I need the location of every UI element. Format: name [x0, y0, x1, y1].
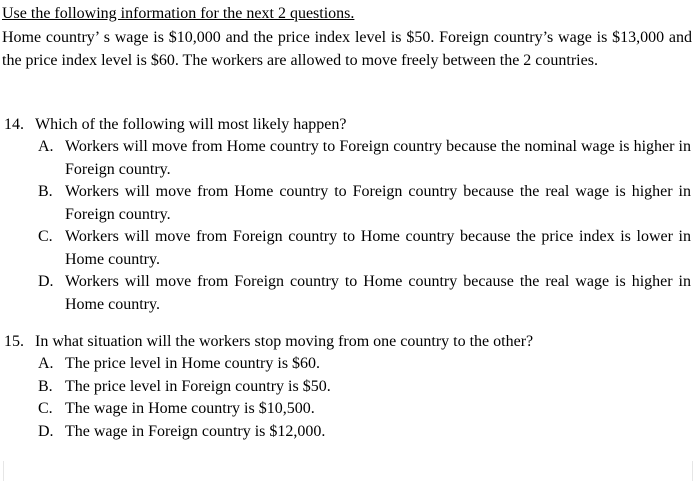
option-letter: C. [38, 228, 53, 245]
question-14 [0, 114, 700, 316]
answer-option-b[interactable] [0, 376, 700, 399]
option-text: The price level in Foreign country is $50. [65, 377, 331, 395]
question-15 [0, 331, 700, 443]
question-number: 15. [4, 333, 24, 350]
answer-option-c[interactable] [0, 398, 700, 421]
page-edge-mark [692, 461, 693, 481]
intro-paragraph: Home country’ s wage is $10,000 and the price index level is $50. Foreign country’s wage is $13,000 and the price index level is $60. The workers are allowed to move freely between the 2 countries. [2, 29, 692, 69]
option-letter: C. [38, 400, 53, 417]
option-text: Workers will move from Foreign country to Home country because the price index is lower in Home country. [65, 228, 691, 268]
option-letter: A. [38, 355, 54, 372]
option-text: The price level in Home country is $60. [65, 355, 321, 372]
question-stem [0, 114, 700, 136]
answer-option-d[interactable] [0, 271, 700, 316]
intro-heading: Use the following information for the next 2 questions. [2, 5, 355, 22]
question-number: 14. [4, 116, 24, 133]
page-edge-mark [3, 461, 4, 481]
option-letter: B. [38, 183, 53, 200]
question-text: Which of the following will most likely happen? [35, 116, 347, 133]
option-letter: A. [38, 138, 54, 155]
answer-option-a[interactable] [0, 136, 700, 181]
option-text: Workers will move from Foreign country to Home country because the real wage is higher in Home country. [65, 273, 691, 313]
question-stem [0, 331, 700, 353]
option-letter: D. [38, 273, 54, 290]
option-text: Workers will move from Home country to Foreign country because the real wage is higher in Foreign country. [65, 183, 691, 223]
option-letter: B. [38, 377, 53, 395]
option-text: The wage in Home country is $10,500. [65, 400, 315, 417]
option-text: Workers will move from Home country to Foreign country because the nominal wage is higher in Foreign country. [65, 138, 691, 178]
answer-option-c[interactable] [0, 226, 700, 271]
answer-option-b[interactable] [0, 181, 700, 226]
answer-option-a[interactable] [0, 353, 700, 376]
option-letter: D. [38, 422, 54, 440]
option-text: The wage in Foreign country is $12,000. [65, 422, 326, 440]
answer-option-d[interactable] [0, 421, 700, 444]
question-text: In what situation will the workers stop moving from one country to the other? [35, 333, 534, 350]
